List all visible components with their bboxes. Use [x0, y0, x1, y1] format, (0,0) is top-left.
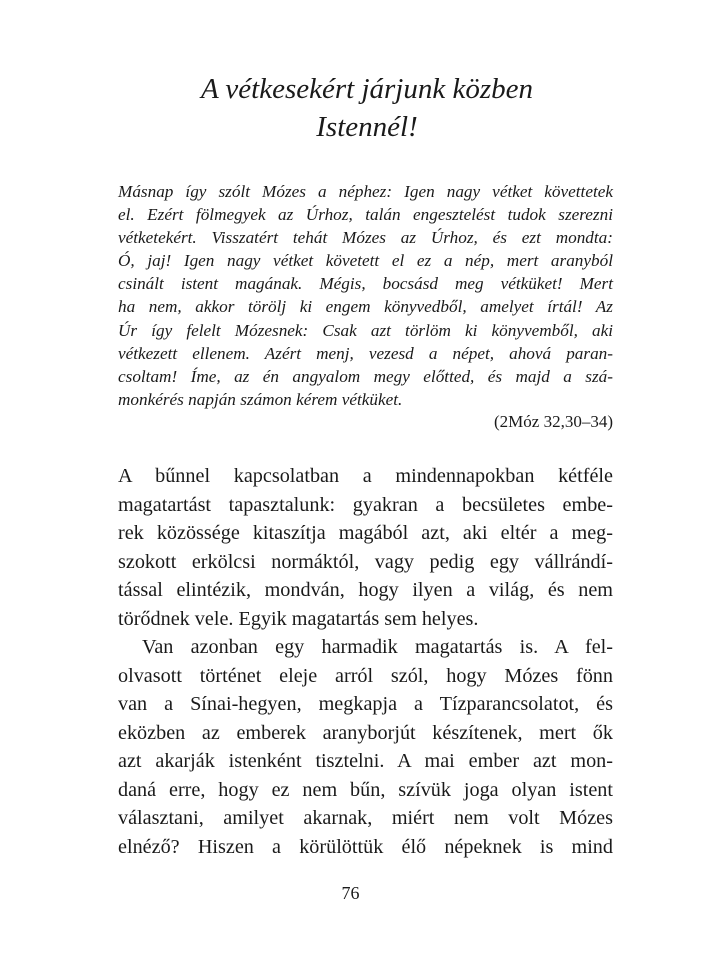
quote-line: Úr így felelt Mózesnek: Csak azt törlöm ki könyvemből, aki — [118, 320, 613, 340]
scripture-reference: (2Móz 32,30–34) — [494, 412, 613, 431]
body-line: törődnek vele. Egyik magatartás sem helyes. — [118, 607, 479, 630]
body-line: rek közössége kitaszítja magából azt, aki eltér a meg- — [118, 522, 613, 544]
quote-line: Másnap így szólt Mózes a néphez: Igen nagy vétket követtetek — [118, 182, 613, 201]
quote-line: monkérés napján számon kérem vétküket. — [118, 389, 403, 409]
body-line: magatartást tapasztalunk: gyakran a becsületes embe- — [118, 493, 613, 516]
body-line: Van azonban egy harmadik magatartás is. A fel- — [142, 636, 613, 658]
body-line: tással elintézik, mondván, hogy ilyen a világ, és nem — [118, 579, 613, 601]
chapter-title-line-2: Istennél! — [316, 111, 418, 143]
body-line: elnéző? Hiszen a körülöttük élő népeknek is mind — [118, 835, 613, 858]
quote-line: csinált istent magának. Mégis, bocsásd meg vétküket! Mert — [118, 274, 613, 294]
body-line: olvasott történet eleje arról szól, hogy Mózes fönn — [118, 664, 613, 687]
quote-line: csoltam! Íme, az én angyalom megy előtted, és majd a szá- — [118, 366, 613, 386]
quote-line: Ó, jaj! Igen nagy vétket követett el ez a nép, mert aranyból — [118, 251, 613, 271]
chapter-title-line-1: A vétkesekért járjunk közben — [200, 73, 534, 105]
body-paragraphs — [118, 462, 613, 861]
body-line: választani, amilyet akarnak, miért nem volt Mózes — [118, 807, 613, 829]
quote-line: ha nem, akkor törölj ki engem könyvedből, amelyet írtál! Az — [118, 297, 613, 317]
body-line: van a Sínai-hegyen, megkapja a Tízparancsolatot, és — [118, 693, 613, 715]
quote-line: el. Ezért fölmegyek az Úrhoz, talán engesztelést tudok szerezni — [118, 205, 613, 225]
quote-line: vétketekért. Visszatért tehát Mózes az Úrhoz, és ezt mondta: — [118, 228, 613, 248]
scripture-quote — [118, 180, 613, 411]
chapter-title — [120, 70, 614, 146]
body-line: eközben az emberek aranyborjút készítenek, mert ők — [118, 721, 613, 744]
page-number: 76 — [341, 883, 360, 903]
body-line: daná erre, hogy ez nem bűn, szívük joga olyan istent — [118, 778, 613, 801]
body-line: azt akarják istenként tisztelni. A mai ember azt mon- — [118, 750, 613, 772]
body-line: A bűnnel kapcsolatban a mindennapokban kétféle — [118, 465, 613, 487]
quote-line: vétkezett ellenem. Azért menj, vezesd a népet, ahová paran- — [118, 343, 613, 363]
body-line: szokott erkölcsi normáktól, vagy pedig egy vállrándí- — [118, 550, 613, 573]
